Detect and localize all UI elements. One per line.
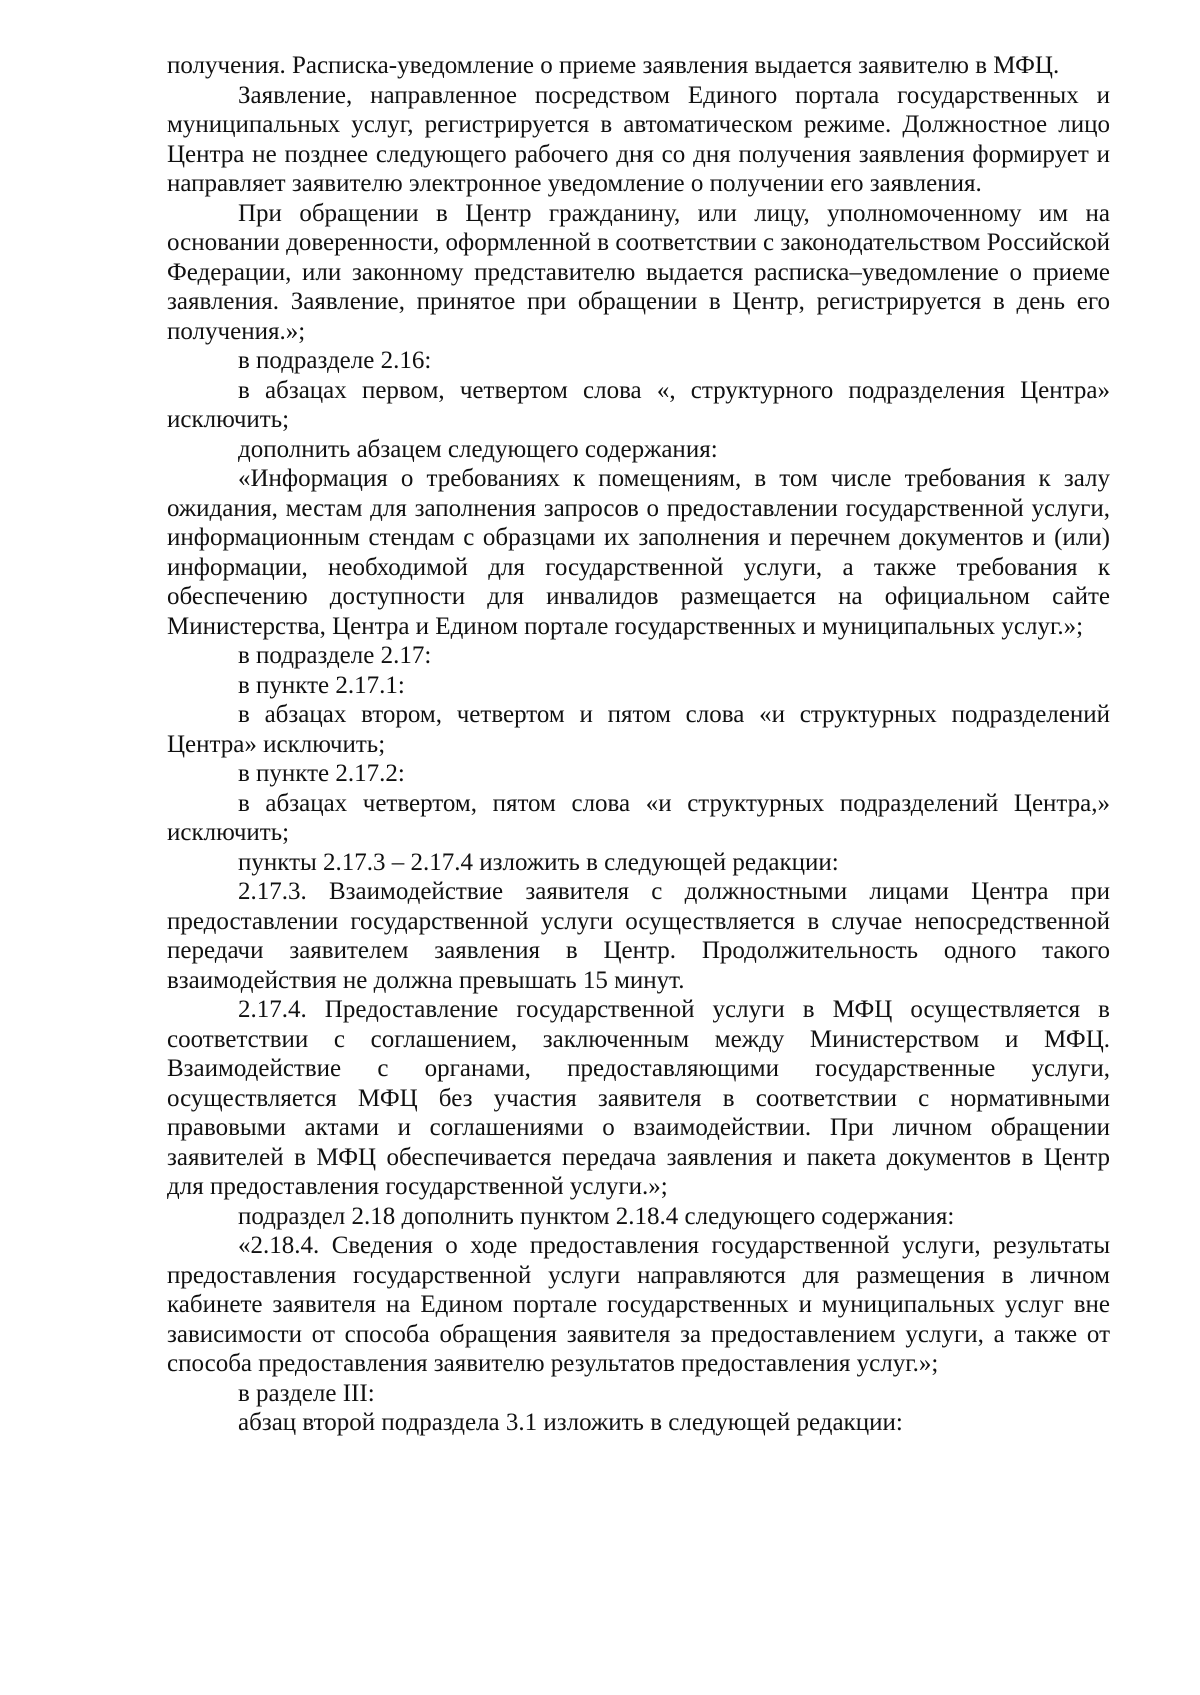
paragraph-3: При обращении в Центр гражданину, или лицу, уполномоченному им на основании доверенности, оформленной в соответствии с законодательством Российской Федерации, или законному представителю выдается расписка–уведомление о приеме заявления. Заявление, принятое при обращении в Центр, регистрируется в день его получения.»; <box>167 199 1110 345</box>
paragraph-11: в пункте 2.17.2: <box>238 760 405 787</box>
paragraph-1: получения. Расписка-уведомление о приеме заявления выдается заявителю в МФЦ. <box>167 52 1060 79</box>
document-body <box>167 51 1110 1438</box>
paragraph-9: в пункте 2.17.1: <box>238 671 405 699</box>
paragraph-8: в подразделе 2.17: <box>238 642 432 669</box>
paragraph-12: в абзацах четвертом, пятом слова «и структурных подразделений Центра,» исключить; <box>167 789 1110 846</box>
paragraph-2: Заявление, направленное посредством Единого портала государственных и муниципальных услуг, регистрируется в автоматическом режиме. Должностное лицо Центра не позднее следующего рабочего дня со дня получения заявления формирует и направляет заявителю электронное уведомление о получении его заявления. <box>167 81 1110 197</box>
paragraph-13: пункты 2.17.3 – 2.17.4 изложить в следующей редакции: <box>238 848 839 876</box>
paragraph-18: в разделе III: <box>238 1379 375 1407</box>
paragraph-19: абзац второй подраздела 3.1 изложить в следующей редакции: <box>238 1409 903 1436</box>
paragraph-6: дополнить абзацем следующего содержания: <box>238 435 718 463</box>
paragraph-4: в подразделе 2.16: <box>238 347 432 374</box>
paragraph-5: в абзацах первом, четвертом слова «, структурного подразделения Центра» исключить; <box>167 376 1110 433</box>
paragraph-17: «2.18.4. Сведения о ходе предоставления государственной услуги, результаты предоставления государственной услуги направляются для размещения в личном кабинете заявителя на Едином портале государственных и муниципальных услуг вне зависимости от способа обращения заявителя за предоставлением услуги, а также от способа предоставления заявителю результатов предоставления услуг.»; <box>167 1232 1110 1377</box>
paragraph-7: «Информация о требованиях к помещениям, в том числе требования к залу ожидания, местам для заполнения запросов о предоставлении государственной услуги, информационным стендам с образцами их заполнения и перечнем документов и (или) информации, необходимой для государственной услуги, а также требования к обеспечению доступности для инвалидов размещается на официальном сайте Министерства, Центра и Едином портале государственных и муниципальных услуг.»; <box>167 465 1110 640</box>
paragraph-15: 2.17.4. Предоставление государственной услуги в МФЦ осуществляется в соответствии с соглашением, заключенным между Министерством и МФЦ. Взаимодействие с органами, предоставляющими государственные услуги, осуществляется МФЦ без участия заявителя в соответствии с нормативными правовыми актами и соглашениями о взаимодействии. При личном обращении заявителей в МФЦ обеспечивается передача заявления и пакета документов в Центр для предоставления государственной услуги.»; <box>167 996 1110 1200</box>
paragraph-14: 2.17.3. Взаимодействие заявителя с должностными лицами Центра при предоставлении государственной услуги осуществляется в случае непосредственной передачи заявителем заявления в Центр. Продолжительность одного такого взаимодействия не должна превышать 15 минут. <box>167 878 1110 994</box>
paragraph-16: подраздел 2.18 дополнить пунктом 2.18.4 следующего содержания: <box>238 1202 955 1230</box>
paragraph-10: в абзацах втором, четвертом и пятом слова «и структурных подразделений Центра» исключить; <box>167 701 1110 758</box>
